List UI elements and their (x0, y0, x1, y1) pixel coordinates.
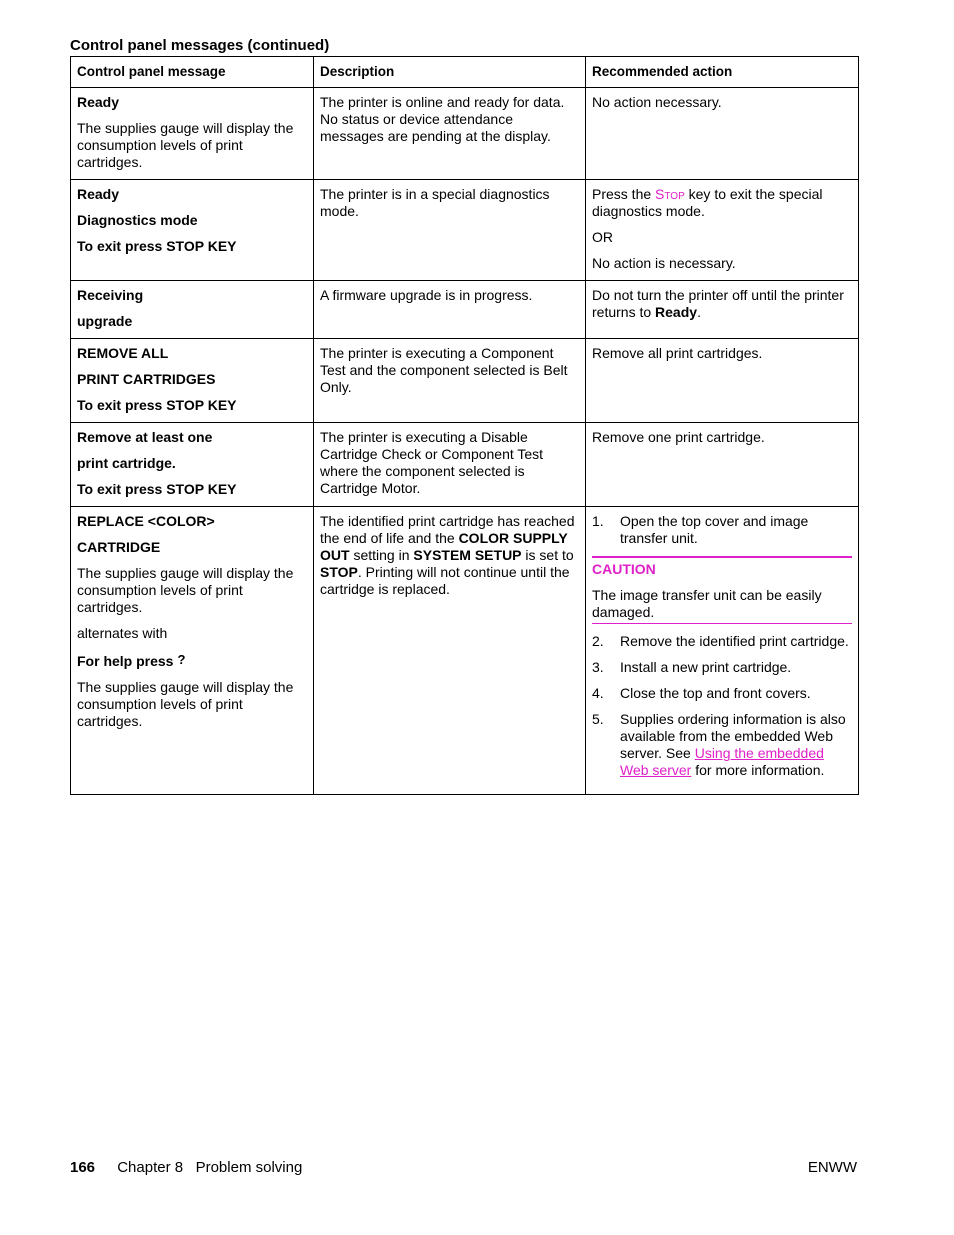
column-header-action: Recommended action (586, 57, 859, 88)
column-header-message: Control panel message (71, 57, 314, 88)
action-text (592, 287, 852, 321)
description-text: The printer is executing a Disable Cartridge Check or Component Test where the component selected is Cartridge Motor. (320, 429, 544, 496)
message-line: The supplies gauge will display the consumption levels of print cartridges. (77, 679, 294, 729)
step-text: Remove the identified print cartridge. (620, 633, 849, 649)
description-bold: STOP (320, 564, 358, 580)
caution-label: CAUTION (592, 561, 656, 577)
message-line: The supplies gauge will display the consumption levels of print cartridges. (77, 565, 294, 615)
message-line (77, 651, 307, 670)
description-bold: COLOR SUPPLY OUT (320, 530, 568, 563)
message-cell (71, 423, 314, 507)
table-row (71, 88, 859, 180)
stop-key-label: Stop (655, 186, 685, 202)
message-cell (71, 88, 314, 180)
step-item (592, 633, 852, 650)
action-cell (586, 180, 859, 281)
action-cell (586, 423, 859, 507)
action-text-suffix: . (697, 304, 701, 320)
steps-list (592, 513, 852, 547)
table-row (71, 507, 859, 795)
message-line: Ready (77, 186, 120, 202)
description-cell (314, 180, 586, 281)
action-cell (586, 507, 859, 795)
column-header-description: Description (314, 57, 586, 88)
action-text (592, 186, 852, 220)
description-text: The printer is executing a Component Test and the component selected is Belt Only. (320, 345, 568, 395)
table-row (71, 180, 859, 281)
table-row (71, 423, 859, 507)
message-line: Diagnostics mode (77, 212, 198, 228)
action-cell (586, 339, 859, 423)
action-text-suffix: key to exit the special diagnostics mode. (592, 186, 823, 219)
description-cell (314, 339, 586, 423)
message-cell (71, 507, 314, 795)
page-number: 166 (70, 1159, 96, 1176)
step-item (592, 659, 852, 676)
message-line: REPLACE <COLOR> (77, 513, 215, 529)
message-line: To exit press STOP KEY (77, 481, 237, 497)
step-text: Install a new print cartridge. (620, 659, 792, 675)
table-row (71, 281, 859, 339)
step-item (592, 513, 852, 547)
step-number: 4. (592, 685, 604, 701)
description-cell (314, 281, 586, 339)
help-press-label: For help press (77, 653, 174, 669)
step-number: 5. (592, 711, 604, 727)
message-line: Remove at least one (77, 429, 213, 445)
step-number: 1. (592, 513, 604, 529)
action-text: Remove one print cartridge. (592, 429, 765, 445)
action-cell (586, 88, 859, 180)
step-text-suffix: for more information. (691, 762, 825, 778)
description-cell (314, 507, 586, 795)
message-cell (71, 281, 314, 339)
message-line: To exit press STOP KEY (77, 397, 237, 413)
message-cell (71, 339, 314, 423)
caution-text: The image transfer unit can be easily damaged. (592, 587, 822, 620)
action-cell (586, 281, 859, 339)
message-cell (71, 180, 314, 281)
message-line: CARTRIDGE (77, 539, 161, 555)
message-line: PRINT CARTRIDGES (77, 371, 216, 387)
description-text: A firmware upgrade is in progress. (320, 287, 533, 303)
footer-right-label: ENWW (807, 1159, 857, 1176)
action-text: No action necessary. (592, 94, 722, 110)
steps-list (592, 633, 852, 779)
action-text-prefix: Do not turn the printer off until the printer returns to (592, 287, 844, 320)
embedded-web-server-link[interactable]: Using the embedded Web server (620, 745, 824, 778)
action-text: Remove all print cartridges. (592, 345, 763, 361)
step-text (620, 711, 852, 779)
page-footer (70, 1159, 857, 1176)
step-number: 2. (592, 633, 604, 649)
description-bold: SYSTEM SETUP (413, 547, 522, 563)
action-alt: No action is necessary. (592, 255, 736, 271)
description-text (320, 513, 579, 598)
message-line: Receiving (77, 287, 144, 303)
chapter-label: Chapter 8 Problem solving (117, 1159, 303, 1176)
description-cell (314, 88, 586, 180)
step-item (592, 711, 852, 779)
step-text: Open the top cover and image transfer unit. (620, 513, 809, 546)
step-item (592, 685, 852, 702)
step-number: 3. (592, 659, 604, 675)
message-line: upgrade (77, 313, 133, 329)
description-cell (314, 423, 586, 507)
description-part: . Printing will not continue until the cartridge is replaced. (320, 564, 570, 597)
message-line: alternates with (77, 625, 168, 641)
action-text-bold: Ready (655, 304, 698, 320)
message-line: To exit press STOP KEY (77, 238, 237, 254)
description-part: The identified print cartridge has reached the end of life and the (320, 513, 575, 546)
action-or: OR (592, 229, 613, 245)
message-line: Ready (77, 94, 120, 110)
description-text: The printer is in a special diagnostics mode. (320, 186, 550, 219)
help-icon: ? (177, 652, 186, 667)
table-row (71, 339, 859, 423)
description-part: setting in (349, 547, 414, 563)
step-text-prefix: Supplies ordering information is also available from the embedded Web server. See (620, 711, 846, 761)
message-line: REMOVE ALL (77, 345, 169, 361)
description-part: is set to (521, 547, 574, 563)
control-panel-messages-table (70, 56, 859, 795)
page-title: Control panel messages (continued) (70, 37, 330, 54)
action-text-prefix: Press the (592, 186, 656, 202)
description-text: The printer is online and ready for data. No status or device attendance messages are pending at the display. (320, 94, 565, 144)
caution-box (592, 556, 852, 624)
message-line: print cartridge. (77, 455, 176, 471)
step-text: Close the top and front covers. (620, 685, 811, 701)
message-line: The supplies gauge will display the consumption levels of print cartridges. (77, 120, 294, 170)
table-header-row (71, 57, 859, 88)
